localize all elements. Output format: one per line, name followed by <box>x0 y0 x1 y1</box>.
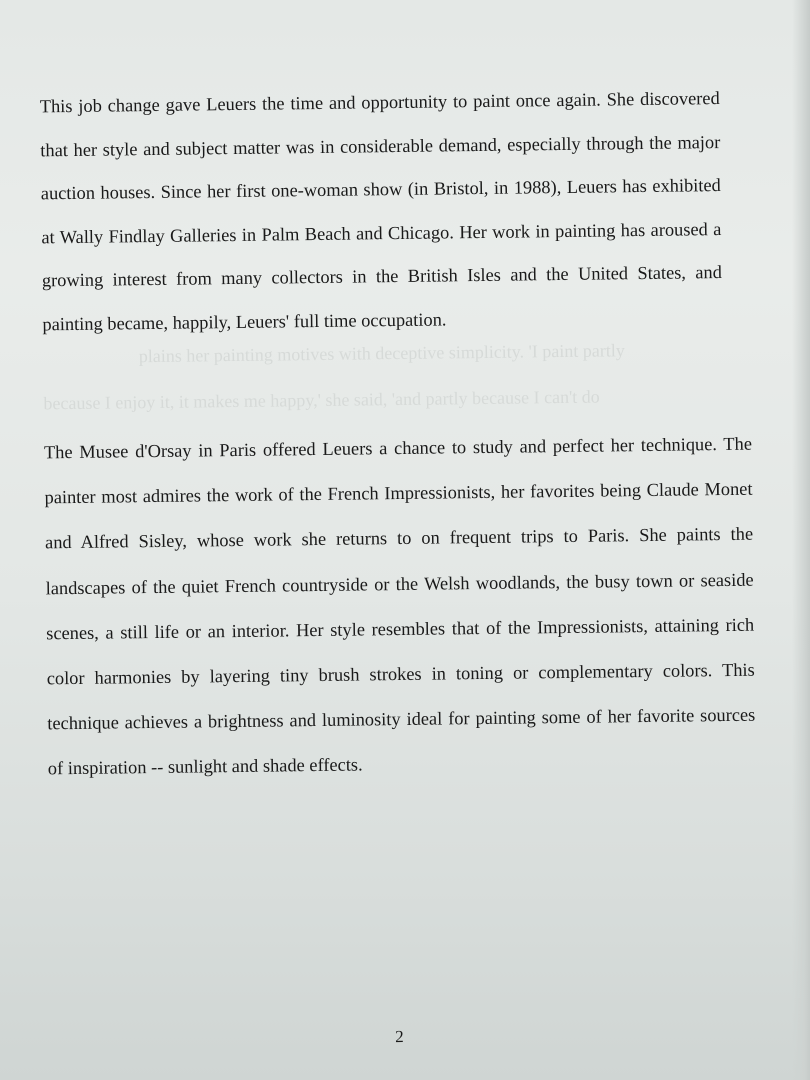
bleed-through-text: plains her painting motives with deceptive simplicity. 'I paint partly <box>138 340 625 367</box>
paragraph: The Musee d'Orsay in Paris offered Leuers a chance to study and perfect her technique. The painter most admires the work of the French Impressionists, her favorites being Claude Monet and Alfred Sisley, whose work she returns to on frequent trips to Paris. She paints the landscapes of the quiet French countryside or the Welsh woodlands, the busy town or seaside scenes, a still life or an interior. Her style resembles that of the Impressionists, attaining rich color harmonies by layering tiny brush strokes in toning or complementary colors. This technique achieves a brightness and luminosity ideal for painting some of her favorite sources of inspiration -- sunlight and shade effects. <box>43 433 756 779</box>
bleed-through-text: because I enjoy it, it makes me happy,' she said, 'and partly because I can't do <box>43 386 600 414</box>
paragraph: This job change gave Leuers the time and opportunity to paint once again. She discovered that her style and subject matter was in considerable demand, especially through the major auction houses. Since her first one-woman show (in Bristol, in 1988), Leuers has exhibited at Wally Findlay Galleries in Palm Beach and Chicago. Her work in painting has aroused a growing interest from many collectors in the British Isles and the United States, and painting became, happily, Leuers' full time occupation. <box>39 88 722 334</box>
page-number: 2 <box>395 1026 404 1047</box>
paper-edge <box>792 0 810 1080</box>
